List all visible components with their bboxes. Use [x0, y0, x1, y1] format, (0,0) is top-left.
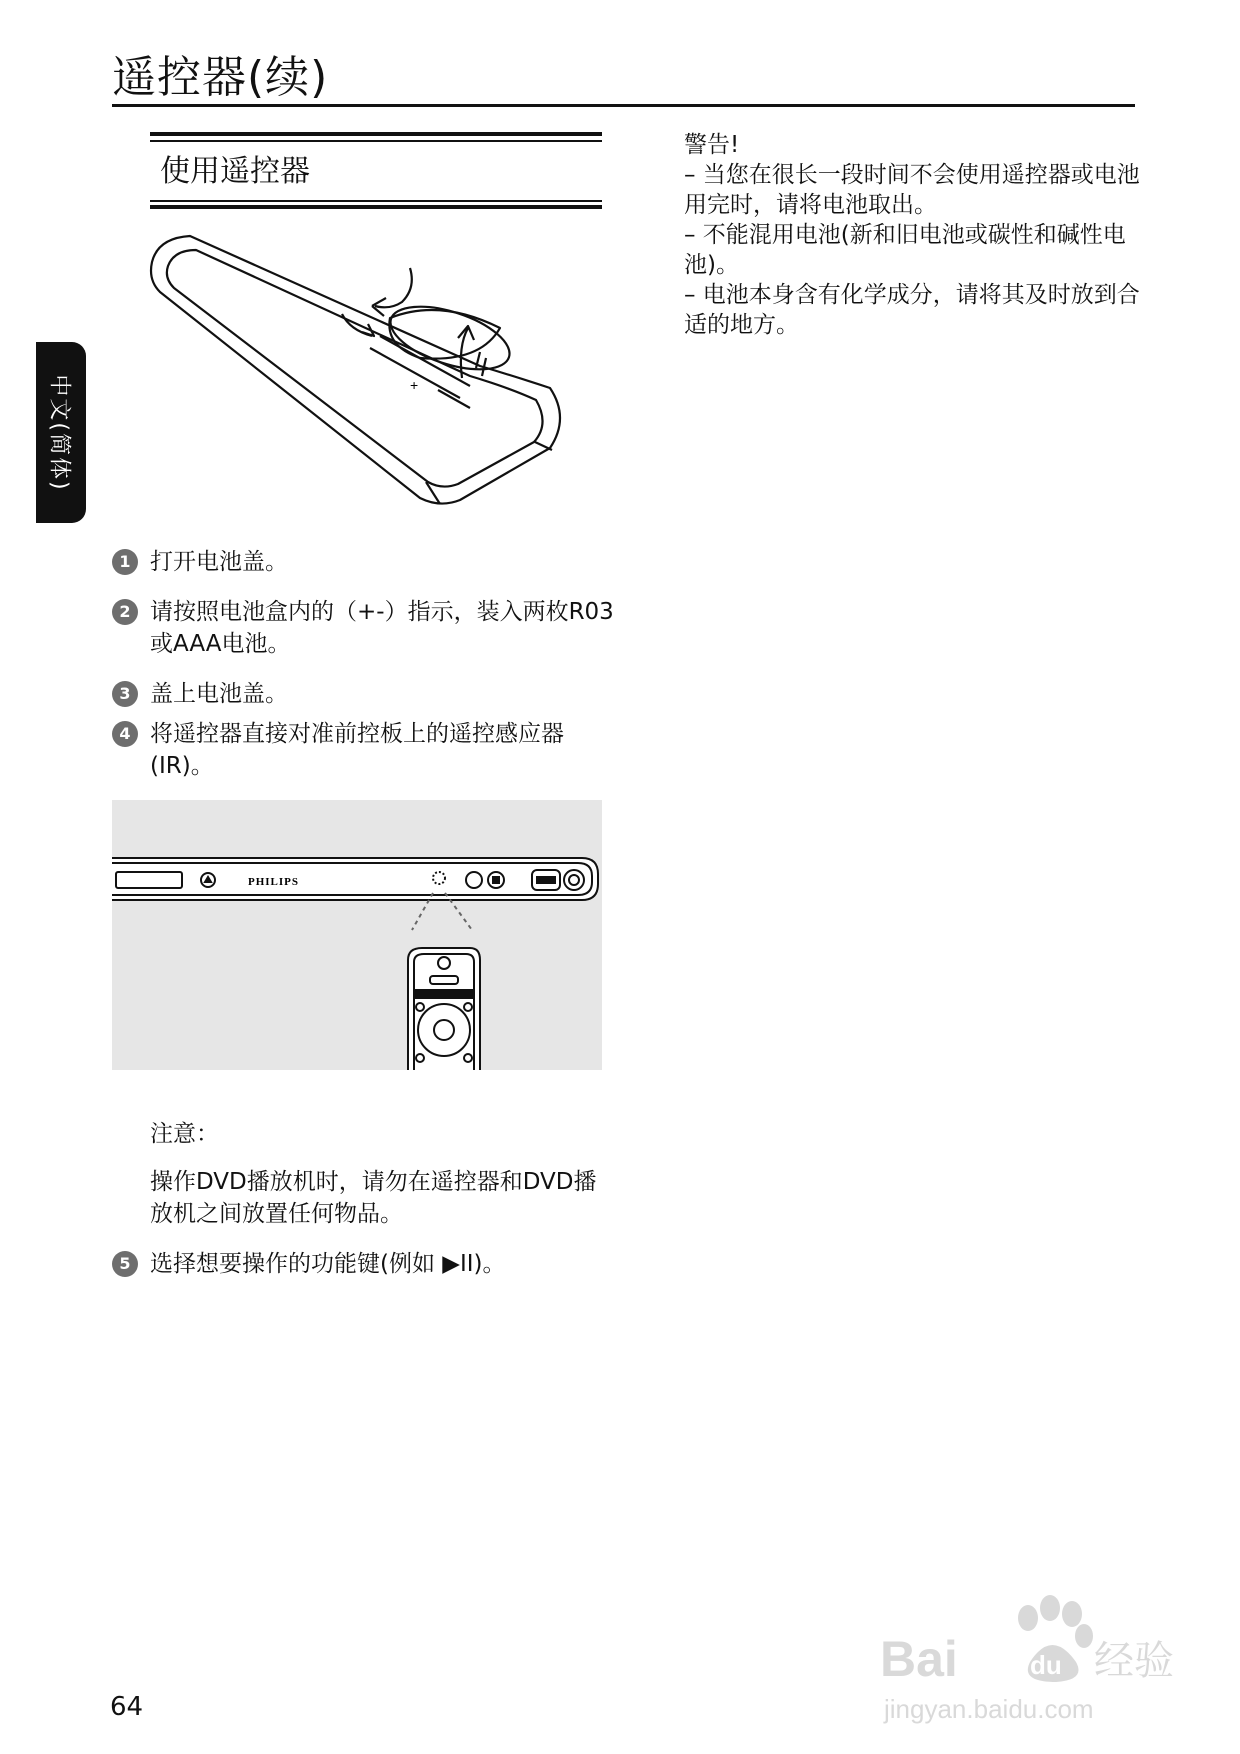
section-rule-top-thin — [150, 140, 602, 142]
remote-battery-illustration — [140, 228, 580, 508]
language-tab-label: 中文(简体) — [46, 373, 72, 492]
title-divider — [112, 104, 1135, 107]
baidu-watermark — [880, 1578, 1180, 1728]
philips-logo: PHILIPS — [248, 876, 300, 888]
front-panel-illustration — [112, 800, 602, 1070]
warning-item-3: – 电池本身含有化学成分，请将其及时放到合适的地方。 — [684, 282, 1140, 338]
watermark-url: jingyan.baidu.com — [884, 1694, 1094, 1724]
ir-aiming-figure — [112, 800, 602, 1070]
step-3-badge: 3 — [112, 681, 138, 707]
step-3-text: 盖上电池盖。 — [150, 681, 288, 707]
step-5-badge: 5 — [112, 1251, 138, 1277]
section-rule-bottom — [150, 205, 602, 209]
warning-item-1: – 当您在很长一段时间不会使用遥控器或电池用完时，请将电池取出。 — [684, 162, 1140, 218]
note-title: 注意： — [150, 1121, 219, 1147]
step-4-text: 将遥控器直接对准前控板上的遥控感应器(IR)。 — [150, 721, 564, 779]
watermark-brand-2: du — [1030, 1650, 1062, 1680]
step-4-badge: 4 — [112, 721, 138, 747]
section-rule-top — [150, 132, 602, 136]
page-number: 64 — [110, 1692, 144, 1722]
watermark-service: 经验 — [1094, 1638, 1174, 1684]
step-1-badge: 1 — [112, 549, 138, 575]
svg-text:+: + — [410, 377, 419, 393]
step-5-text: 选择想要操作的功能键(例如 ▶II)。 — [150, 1251, 506, 1277]
page-title: 遥控器(续) — [112, 52, 329, 103]
step-2-badge: 2 — [112, 599, 138, 625]
step-2-text: 请按照电池盒内的（+-）指示，装入两枚R03或AAA电池。 — [150, 599, 614, 657]
section-heading — [150, 132, 602, 210]
section-title: 使用遥控器 — [160, 154, 310, 189]
note-body: 操作DVD播放机时，请勿在遥控器和DVD播放机之间放置任何物品。 — [150, 1169, 597, 1227]
warning-item-2: – 不能混用电池(新和旧电池或碳性和碱性电池)。 — [684, 222, 1126, 278]
section-rule-bottom-thin — [150, 200, 602, 202]
language-tab — [36, 342, 86, 523]
step-1-text: 打开电池盖。 — [150, 549, 288, 575]
watermark-brand: Bai — [880, 1631, 958, 1687]
warning-title: 警告! — [684, 132, 740, 158]
warning-block — [684, 130, 1144, 340]
